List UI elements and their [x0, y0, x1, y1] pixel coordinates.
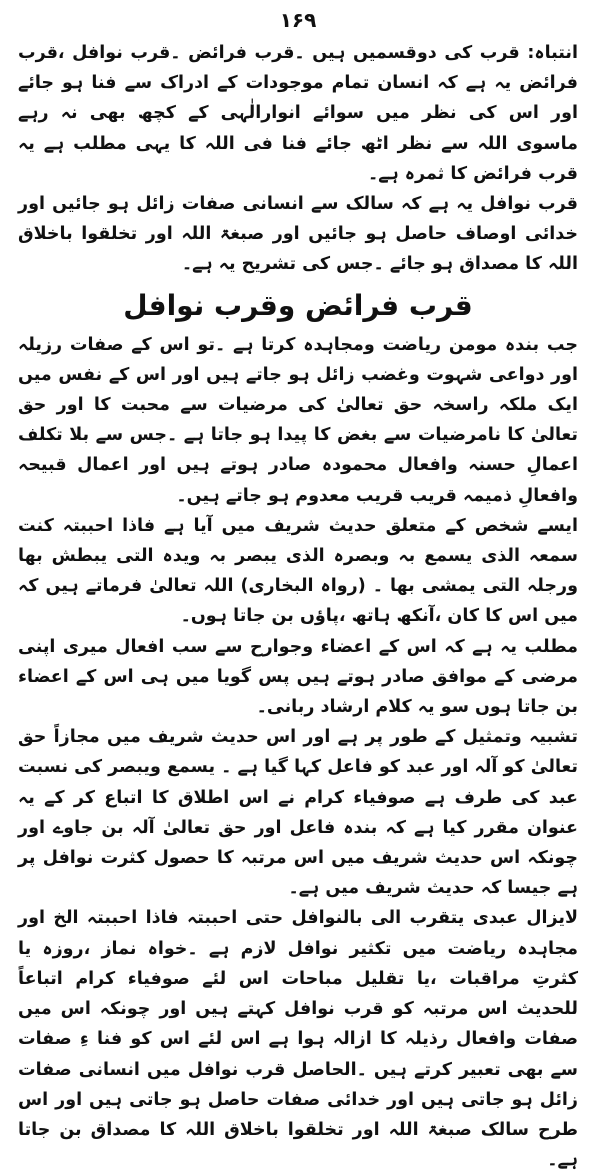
intro-paragraph	[18, 38, 578, 189]
paragraph-2: ایسے شخص کے متعلق حدیث شریف میں آیا ہے فاذا احببتہ کنت سمعہ الذی یسمع بہ وبصرہ الذی یبصر بہ ویدہ التی یبطش بھا ورجلہ التی یمشی بھا ۔ (رواہ البخاری) اللہ تعالیٰ فرماتے ہیں کہ میں اس کا کان ،آنکھ ہاتھ ،پاؤں بن جاتا ہوں۔	[18, 515, 578, 627]
intro-lead: انتباہ:	[519, 43, 578, 63]
paragraph-1: جب بندہ مومن ریاضت ومجاہدہ کرتا ہے ۔تو اس کے صفات رزیلہ اور دواعی شہوت وغضب زائل ہو جاتے ہیں اور اس کے نفس میں ایک ملکہ راسخہ حق تعالیٰ کی مرضیات سے محبت کا اور حق تعالیٰ کا نامرضیات سے بغض کا پیدا ہو جاتا ہے ۔جس سے بلا تکلف اعمالِ حسنہ وافعال محمودہ صادر ہوتے ہیں اور اعمال قبیحہ وافعالِ ذمیمہ قریب قریب معدوم ہو جاتے ہیں۔	[18, 334, 578, 506]
intro-text: قرب کی دوقسمیں ہیں ۔قرب فرائض ۔قرب نوافل ،قرب فرائض یہ ہے کہ انسان تمام موجودات کے ادراک سے فنا ہو جائے اور اس کی نظر میں سوائے انوارالٰہی کے کچھ بھی نہ رہے ماسوی اللہ سے نظر اٹھ جائے فنا فی اللہ کا یہی مطلب ہے یہ قرب فرائض کا ثمرہ ہے۔	[18, 43, 578, 184]
paragraph-3: مطلب یہ ہے کہ اس کے اعضاء وجوارح سے سب افعال میری اپنی مرضی کے موافق صادر ہوتے ہیں پس گویا میں ہی اس کے اعضاء بن جاتا ہوں سو یہ کلام ارشاد ربانی۔	[18, 636, 578, 718]
page-number: ۱۶۹	[279, 8, 317, 32]
section-heading: قرب فرائض وقرب نوافل	[123, 288, 473, 322]
nawafil-definition-paragraph: قرب نوافل یہ ہے کہ سالک سے انسانی صفات زائل ہو جائیں اور خدائی اوصاف حاصل ہو جائیں اور صبغۃ اللہ اور تخلقوا باخلاق اللہ کا مصداق ہو جائے ۔جس کی تشریح یہ ہے۔	[18, 194, 578, 275]
intro-section	[18, 38, 578, 280]
paragraph-5: لایزال عبدی یتقرب الی بالنوافل حتی احببتہ فاذا احببتہ الخ اور مجاہدہ ریاضت میں تکثیر نوافل لازم ہے ۔خواہ نماز ،روزہ یا کثرتِ مراقبات ،یا تقلیل مباحات اس لئے صوفیاء کرام اتباعاً للحدیث اس مرتبہ کو قرب نوافل کہتے ہیں اور چونکہ اس میں صفات وافعال رذیلہ کا ازالہ ہوا ہے اس لئے اس کو فنا ءِ صفات سے بھی تعبیر کرتے ہیں ۔الحاصل قرب نوافل میں انسانی صفات زائل ہو جاتی ہیں اور خدائی صفات حاصل ہو جاتی ہیں اور اس طرح سالک صبغۃ اللہ اور تخلقوا باخلاق اللہ کا مصداق بن جاتا ہے۔	[18, 908, 578, 1171]
paragraph-4: تشبیہ وتمثیل کے طور پر ہے اور اس حدیث شریف میں مجازاً حق تعالیٰ کو آلہ اور عبد کو فاعل کہا گیا ہے ۔ یسمع ویبصر کی نسبت عبد کی طرف ہے صوفیاء کرام نے اس اطلاق کا اتباع کر کے یہ عنوان مقرر کیا ہے کہ بندہ فاعل اور حق تعالیٰ آلہ بن جاوے اور چونکہ اس حدیث شریف میں اس مرتبہ کا حصول کثرت نوافل پر ہے جیسا کہ حدیث شریف میں ہے۔	[18, 727, 578, 899]
main-section	[18, 330, 578, 1175]
